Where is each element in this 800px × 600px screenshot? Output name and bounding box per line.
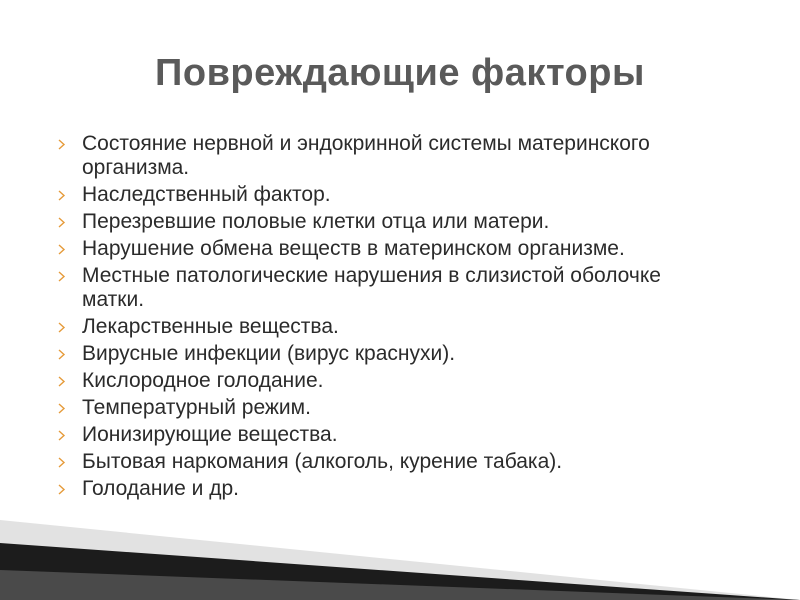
list-item-text: Голодание и др.: [82, 477, 239, 500]
list-item: [56, 396, 716, 420]
list-item-text: Температурный режим.: [82, 396, 311, 419]
list-item: [56, 477, 716, 501]
list-item-text: Вирусные инфекции (вирус краснухи).: [82, 342, 456, 365]
list-item: [56, 315, 716, 339]
bullet-arrow-icon: [58, 139, 66, 150]
list-item-text: Местные патологические нарушения в слизистой оболочке матки.: [82, 264, 661, 311]
bullet-arrow-icon: [58, 322, 66, 333]
list-item: [56, 132, 716, 180]
list-item: [56, 369, 716, 393]
list-item: [56, 264, 716, 312]
list-item: [56, 210, 716, 234]
list-item-text: Кислородное голодание.: [82, 369, 324, 392]
list-item-text: Состояние нервной и эндокринной системы материнского организма.: [82, 132, 650, 179]
bullet-arrow-icon: [58, 349, 66, 360]
swoosh-light-band: [0, 520, 800, 600]
list-item-text: Ионизирующие вещества.: [82, 423, 338, 446]
slide-title: Повреждающие факторы: [155, 52, 645, 94]
bullet-arrow-icon: [58, 217, 66, 228]
list-item-text: Бытовая наркомания (алкоголь, курение табака).: [82, 450, 563, 473]
list-item: [56, 450, 716, 474]
list-item-text: Нарушение обмена веществ в материнском организме.: [82, 237, 625, 260]
bullet-arrow-icon: [58, 457, 66, 468]
list-item: [56, 237, 716, 261]
bullet-arrow-icon: [58, 244, 66, 255]
list-item-text: Наследственный фактор.: [82, 183, 331, 206]
swoosh-shadow-band: [0, 570, 800, 600]
list-item: [56, 183, 716, 207]
bullet-arrow-icon: [58, 271, 66, 282]
bullet-arrow-icon: [58, 403, 66, 414]
list-item-text: Перезревшие половые клетки отца или матери.: [82, 210, 550, 233]
factor-list: [56, 132, 716, 504]
bullet-arrow-icon: [58, 376, 66, 387]
list-item-text: Лекарственные вещества.: [82, 315, 339, 338]
bullet-arrow-icon: [58, 484, 66, 495]
bullet-arrow-icon: [58, 190, 66, 201]
swoosh-dark-band: [0, 543, 800, 600]
list-item: [56, 423, 716, 447]
list-item: [56, 342, 716, 366]
bullet-arrow-icon: [58, 430, 66, 441]
